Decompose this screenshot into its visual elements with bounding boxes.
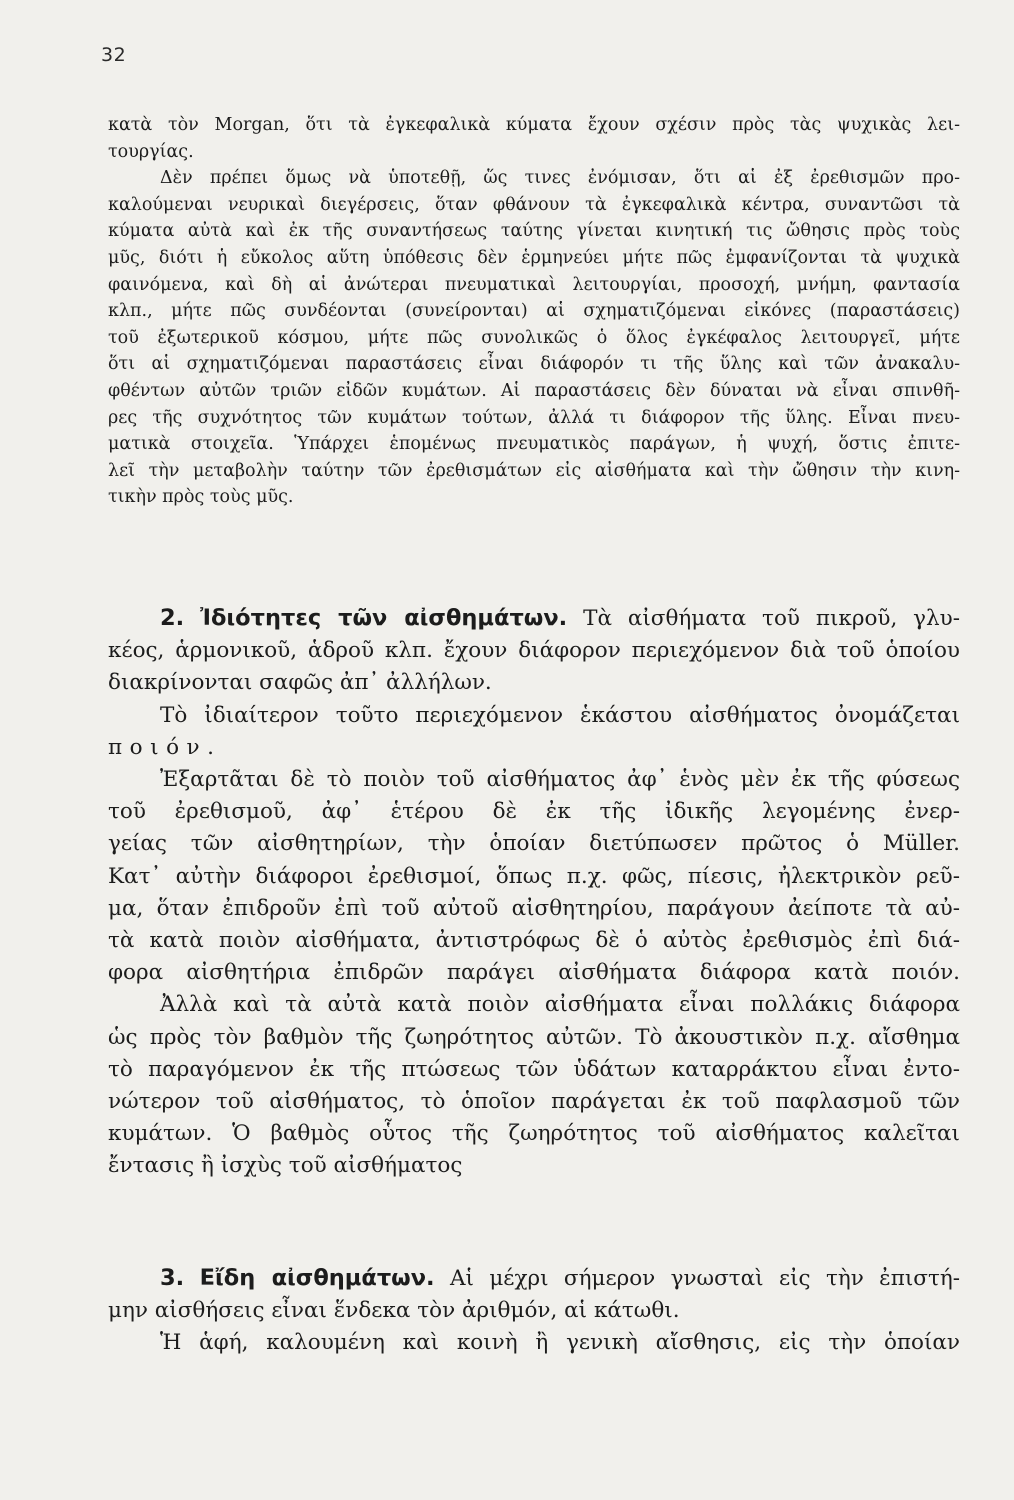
text-line: φαινόμενα, καὶ δὴ αἱ ἀνώτεραι πνευματικαὶ λειτουργίαι, προσοχή, μνήμη, φαντασία: [108, 274, 960, 295]
text-line: κέος, ἁρμονικοῦ, ἁδροῦ κλπ. ἔχουν διάφορον περιεχόμενον διὰ τοῦ ὁποίου: [108, 638, 960, 664]
text-line: φθέντων αὐτῶν τριῶν εἰδῶν κυμάτων. Αἱ παραστάσεις δὲν δύναται νὰ εἶναι σπινθῆ-: [108, 380, 960, 401]
text-line: λεῖ τὴν μεταβολὴν ταύτην τῶν ἐρεθισμάτων εἰς αἰσθήματα καὶ τὴν ὤθησιν τὴν κινη-: [108, 460, 960, 481]
text-line: νώτερον τοῦ αἰσθήματος, τὸ ὁποῖον παράγεται ἐκ τοῦ παφλασμοῦ τῶν: [108, 1089, 960, 1115]
text-line: διακρίνονται σαφῶς ἀπ᾿ ἀλλήλων.: [108, 670, 492, 696]
text-line: τικὴν πρὸς τοὺς μῦς.: [108, 487, 294, 508]
text-line: κύματα αὐτὰ καὶ ἐκ τῆς συναντήσεως ταύτης γίνεται κινητική τις ὤθησις πρὸς τοὺς: [108, 221, 960, 242]
section-3-heading-number: 3.: [160, 1265, 185, 1291]
text-line: Κατ᾿ αὐτὴν διάφοροι ἐρεθισμοί, ὅπως π.χ. φῶς, πίεσις, ἠλεκτρικὸν ρεῦ-: [108, 863, 960, 889]
text-line: κατὰ τὸν Morgan, ὅτι τὰ ἐγκεφαλικὰ κύματα ἔχουν σχέσιν πρὸς τὰς ψυχικὰς λει-: [108, 115, 960, 135]
text-line: μῦς, διότι ἡ εὔκολος αὕτη ὑπόθεσις δὲν ἑρμηνεύει μήτε πῶς ἐμφανίζονται τὰ ψυχικὰ: [108, 247, 960, 268]
text-line: τουργίας.: [108, 141, 194, 162]
text-line: τοῦ ἐξωτερικοῦ κόσμου, μήτε πῶς συνολικῶς ὁ ὅλος ἐγκέφαλος λειτουργεῖ, μήτε: [108, 327, 960, 348]
text-line: ἔντασις ἢ ἰσχὺς τοῦ αἰσθήματος: [108, 1153, 463, 1179]
section-2-heading-number: 2.: [160, 605, 185, 631]
text-line: τοῦ ἐρεθισμοῦ, ἀφ᾿ ἑτέρου δὲ ἐκ τῆς ἰδικῆς λεγομένης ἐνερ-: [108, 799, 960, 825]
term-poion: ποιόν.: [108, 734, 222, 760]
text-line: ὡς πρὸς τὸν βαθμὸν τῆς ζωηρότητος αὐτῶν. Τὸ ἀκουστικὸν π.χ. αἴσθημα: [108, 1024, 960, 1050]
text-line: καλούμεναι νευρικαὶ διεγέρσεις, ὅταν φθάνουν τὰ ἐγκεφαλικὰ κέντρα, συναντῶσι τὰ: [108, 194, 960, 215]
small-print-paragraphs: [108, 112, 960, 511]
text-line: Ἐξαρτᾶται δὲ τὸ ποιὸν τοῦ αἰσθήματος ἀφ᾿ ἑνὸς μὲν ἐκ τῆς φύσεως: [160, 767, 960, 793]
text-line: φορα αἰσθητήρια ἐπιδρῶν παράγει αἰσθήματα διάφορα κατὰ ποιόν.: [108, 960, 960, 986]
text-line: Τὸ ἰδιαίτερον τοῦτο περιεχόμενον ἑκάστου αἰσθήματος ὀνομάζεται: [160, 702, 960, 728]
section-3: [108, 1262, 960, 1360]
text-line: Δὲν πρέπει ὅμως νὰ ὑποτεθῇ, ὥς τινες ἐνόμισαν, ὅτι αἱ ἐξ ἐρεθισμῶν προ-: [160, 168, 960, 189]
text-line: ὅτι αἱ σχηματιζόμεναι παραστάσεις εἶναι διάφορόν τι τῆς ὕλης καὶ τῶν ἀνακαλυ-: [108, 354, 960, 375]
section-2: [108, 602, 960, 1183]
section-3-heading-title: Εἴδη αἰσθημάτων.: [199, 1265, 435, 1291]
section-2-heading-line: [108, 602, 960, 635]
section-3-heading-line: [108, 1262, 960, 1295]
text-line: κυμάτων. Ὁ βαθμὸς οὗτος τῆς ζωηρότητος τοῦ αἰσθήματος καλεῖται: [108, 1121, 960, 1147]
text-line: κλπ., μήτε πῶς συνδέονται (συνείρονται) αἱ σχηματιζόμεναι εἰκόνες (παραστάσεις): [108, 301, 960, 322]
text-line: τὸ παραγόμενον ἐκ τῆς πτώσεως τῶν ὑδάτων καταρράκτου εἶναι ἐντο-: [108, 1056, 960, 1082]
text-line: Ἡ ἁφή, καλουμένη καὶ κοινὴ ἢ γενικὴ αἴσθησις, εἰς τὴν ὁποίαν: [160, 1330, 960, 1356]
section-3-heading-rest: Αἱ μέχρι σήμερον γνωσταὶ εἰς τὴν ἐπιστή-: [450, 1266, 960, 1291]
text-line: ρες τῆς συχνότητος τῶν κυμάτων τούτων, ἀλλά τι διάφορον τῆς ὕλης. Εἶναι πνευ-: [108, 407, 960, 428]
text-line: μην αἰσθήσεις εἶναι ἕνδεκα τὸν ἀριθμόν, αἱ κάτωθι.: [108, 1298, 680, 1324]
text-line: ματικὰ στοιχεῖα. Ὑπάρχει ἑπομένως πνευματικὸς παράγων, ἡ ψυχή, ὅστις ἐπιτε-: [108, 434, 960, 455]
text-line: γείας τῶν αἰσθητηρίων, τὴν ὁποίαν διετύπωσεν πρῶτος ὁ Müller.: [108, 831, 960, 857]
section-2-heading-rest: Τὰ αἰσθήματα τοῦ πικροῦ, γλυ-: [583, 606, 960, 631]
text-line: τὰ κατὰ ποιὸν αἰσθήματα, ἀντιστρόφως δὲ ὁ αὐτὸς ἐρεθισμὸς ἐπὶ διά-: [108, 928, 960, 954]
page-number: 32: [101, 44, 127, 66]
text-line: μα, ὅταν ἐπιδροῦν ἐπὶ τοῦ αὐτοῦ αἰσθητηρίου, παράγουν ἀείποτε τὰ αὐ-: [108, 895, 960, 921]
text-line: Ἀλλὰ καὶ τὰ αὐτὰ κατὰ ποιὸν αἰσθήματα εἶναι πολλάκις διάφορα: [160, 992, 960, 1018]
section-2-heading-title: Ἰδιότητες τῶν αἰσθημάτων.: [200, 605, 568, 631]
